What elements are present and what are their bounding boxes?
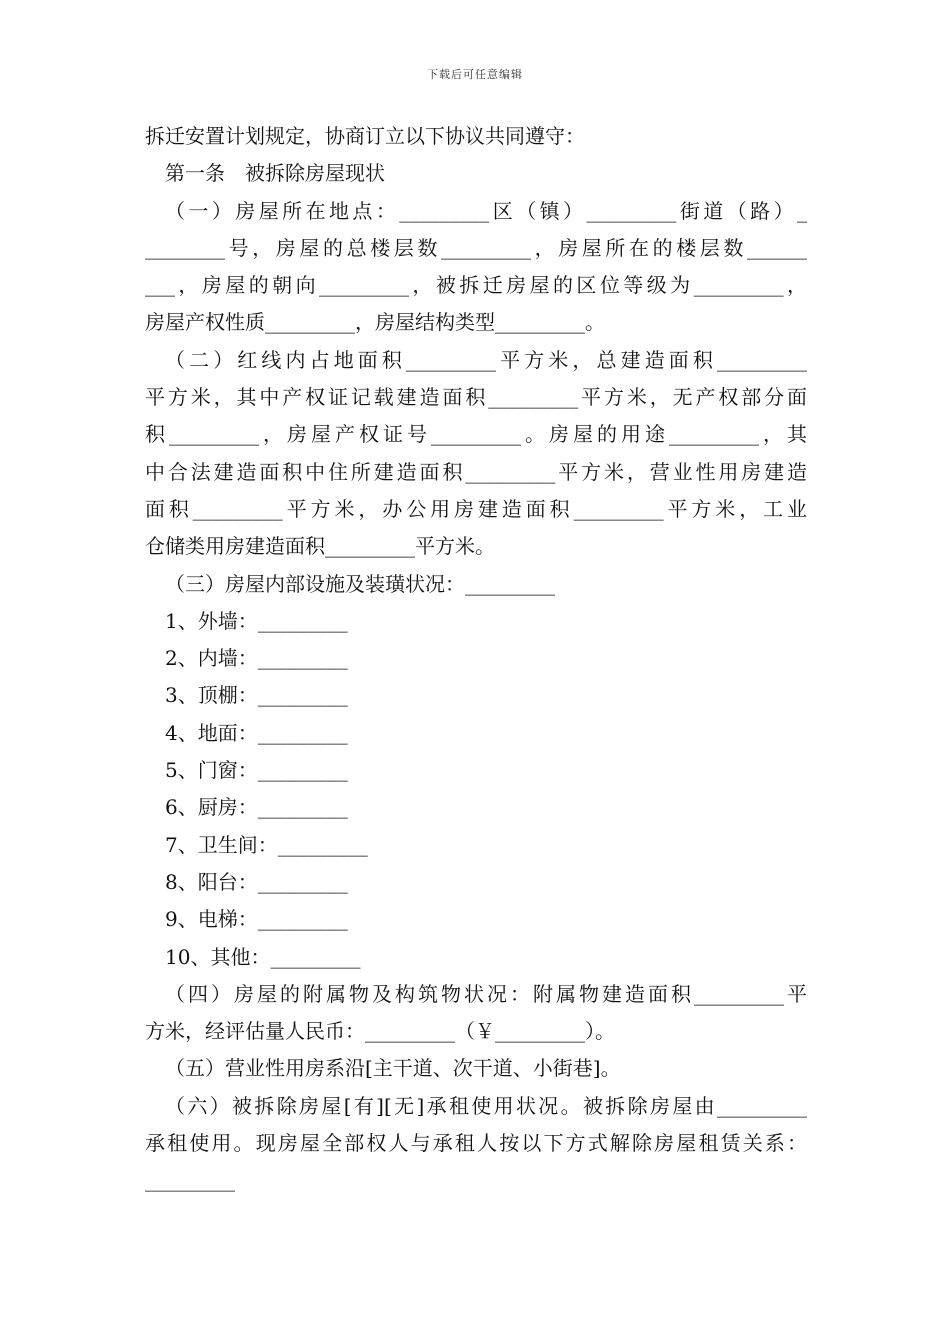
document-line: 第一条 被拆除房屋现状: [165, 161, 385, 186]
document-line: 1、外墙：_________: [165, 608, 348, 633]
document-line: （二）红线内占地面积_________平方米，总建造面积_________: [165, 347, 807, 372]
document-line: 7、卫生间：_________: [165, 832, 368, 857]
document-line: 积_________，房屋产权证号_________。房屋的用途_________，其: [145, 422, 807, 447]
page-header: 下载后可任意编辑: [427, 68, 523, 81]
document-line: 房屋产权性质_________，房屋结构类型_________。: [145, 310, 605, 335]
document-line: 5、门窗：_________: [165, 758, 348, 783]
document-line: （五）营业性用房系沿[主干道、次干道、小街巷]。: [165, 1056, 621, 1081]
document-line: 9、电梯：_________: [165, 907, 348, 932]
document-line: 8、阳台：_________: [165, 869, 348, 894]
document-line: 面积_________平方米，办公用房建造面积_________平方米，工业: [145, 496, 807, 521]
document-line: （三）房屋内部设施及装璜状况：_________: [165, 571, 555, 596]
document-line: 4、地面：_________: [165, 720, 348, 745]
document-line: （一）房屋所在地点：_________区（镇）_________街道（路）_: [165, 198, 807, 223]
document-line: 6、厨房：_________: [165, 795, 348, 820]
document-line: ___，房屋的朝向_________，被拆迁房屋的区位等级为_________，: [145, 273, 807, 298]
document-line: 中合法建造面积中住所建造面积_________平方米，营业性用房建造: [145, 459, 807, 484]
document-line: 10、其他：_________: [165, 944, 361, 969]
document-line: 平方米，其中产权证记载建造面积_________平方米，无产权部分面: [145, 385, 807, 410]
document-line: _________: [145, 1168, 235, 1193]
document-line: 3、顶棚：_________: [165, 683, 348, 708]
document-line: 仓储类用房建造面积_________平方米。: [145, 534, 495, 559]
document-line: （四）房屋的附属物及构筑物状况：附属物建造面积_________平: [165, 981, 807, 1006]
document-line: （六）被拆除房屋[有][无]承租使用状况。被拆除房屋由_________: [165, 1093, 807, 1118]
document-body: [145, 118, 807, 1200]
document-line: ________号，房屋的总楼层数_________，房屋所在的楼层数______: [145, 235, 807, 260]
document-line: 承租使用。现房屋全部权人与承租人按以下方式解除房屋租赁关系：: [145, 1131, 807, 1156]
document-line: 2、内墙：_________: [165, 646, 348, 671]
document-line: 方米，经评估量人民币：_________（￥_________）。: [145, 1019, 615, 1044]
document-line: 拆迁安置计划规定，协商订立以下协议共同遵守：: [145, 124, 585, 148]
